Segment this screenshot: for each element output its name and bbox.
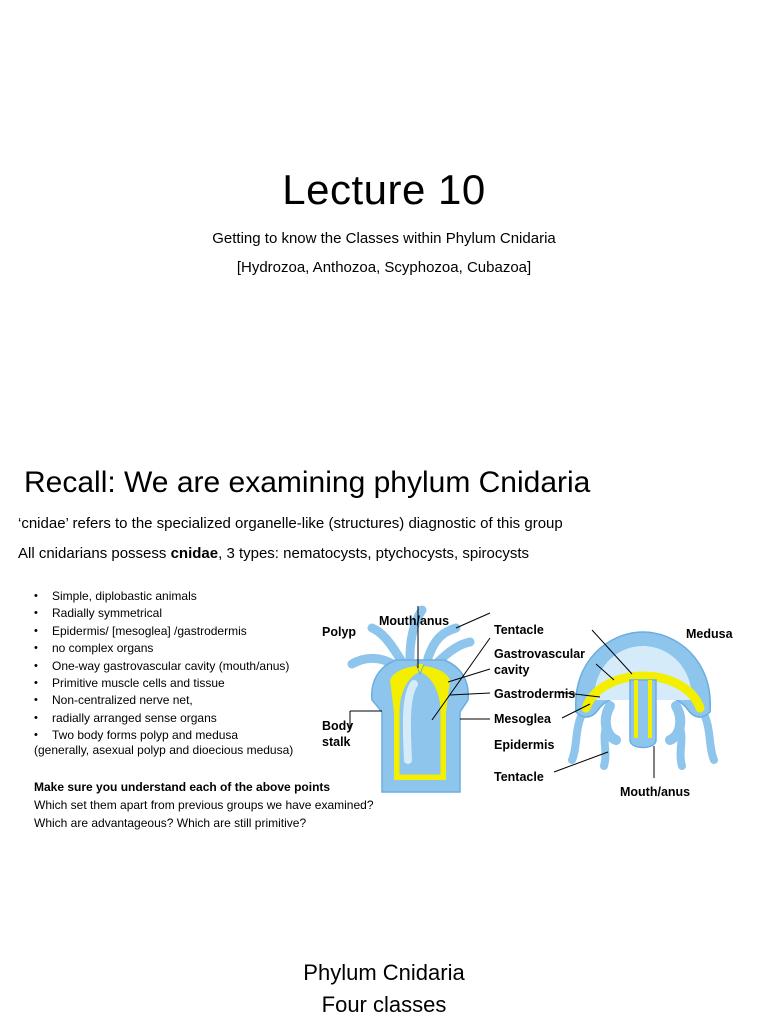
mouth-anus-bottom-label: Mouth/anus: [620, 785, 691, 799]
classes-slide-title-line1: Phylum Cnidaria: [303, 960, 465, 985]
medusa-oral-arm: [670, 706, 680, 740]
recall-slide: [0, 420, 768, 900]
classes-slide-title-line2: Four classes: [321, 992, 447, 1017]
list-item: • no complex organs: [34, 640, 289, 657]
tentacle-bottom-label: Tentacle: [494, 770, 544, 784]
list-item: • radially arranged sense organs: [34, 710, 289, 727]
characteristics-list: [34, 588, 289, 745]
recall-slide-title: Recall: We are examining phylum Cnidaria: [24, 466, 591, 499]
epidermis-label: Epidermis: [494, 738, 555, 752]
gastrovascular-label-line1: Gastrovascular: [494, 647, 586, 661]
mouth-anus-top-label: Mouth/anus: [379, 614, 450, 628]
list-item: • Radially symmetrical: [34, 605, 289, 622]
medusa-oral-arm: [606, 706, 616, 740]
body-forms-note: (generally, asexual polyp and dioecious medusa): [34, 743, 294, 757]
leader-line: [554, 752, 608, 772]
cnidae-types-prefix: All cnidarians possess: [18, 545, 171, 562]
medusa-tentacle: [572, 710, 584, 760]
polyp-illustration: [352, 610, 470, 792]
medusa-tentacle: [702, 710, 714, 760]
lecture-subtitle-line1: Getting to know the Classes within Phylum Cnidaria: [212, 230, 556, 247]
lecture-subtitle-line2: [Hydrozoa, Anthozoa, Scyphozoa, Cubazoa]: [236, 259, 532, 276]
cnidae-types-bold: cnidae: [170, 545, 219, 562]
gastrovascular-label-line2: cavity: [494, 663, 530, 677]
tentacle-top-label: Tentacle: [494, 623, 544, 637]
list-item: • Two body forms polyp and medusa: [34, 727, 289, 744]
cnidae-definition: ‘cnidae’ refers to the specialized organelle-like (structures) diagnostic of this group: [18, 515, 563, 532]
review-instruction: Make sure you understand each of the above points: [34, 780, 331, 794]
gastrodermis-label: Gastrodermis: [494, 687, 576, 701]
stalk-label: stalk: [322, 735, 351, 749]
leader-line: [456, 613, 490, 628]
list-item: • Non-centralized nerve net,: [34, 692, 289, 709]
review-question-1: Which set them apart from previous groups we have examined?: [34, 798, 374, 812]
list-item: • Simple, diplobastic animals: [34, 588, 289, 605]
medusa-manubrium: [630, 680, 656, 748]
mesoglea-label: Mesoglea: [494, 712, 551, 726]
medusa-label: Medusa: [686, 627, 733, 641]
review-question-2: Which are advantageous? Which are still primitive?: [34, 816, 307, 830]
polyp-medusa-diagram: [310, 580, 768, 810]
list-item: • One-way gastrovascular cavity (mouth/anus): [34, 658, 289, 675]
body-label: Body: [322, 719, 354, 733]
cnidae-types: [18, 545, 529, 562]
lecture-title: Lecture 10: [282, 166, 486, 213]
polyp-label: Polyp: [322, 625, 357, 639]
cnidae-types-suffix: , 3 types: nematocysts, ptychocysts, spirocysts: [218, 545, 530, 562]
list-item: • Primitive muscle cells and tissue: [34, 675, 289, 692]
title-slide: [0, 0, 768, 420]
list-item: • Epidermis/ [mesoglea] /gastrodermis: [34, 623, 289, 640]
medusa-illustration: [572, 632, 714, 766]
classes-slide: [0, 900, 768, 1024]
